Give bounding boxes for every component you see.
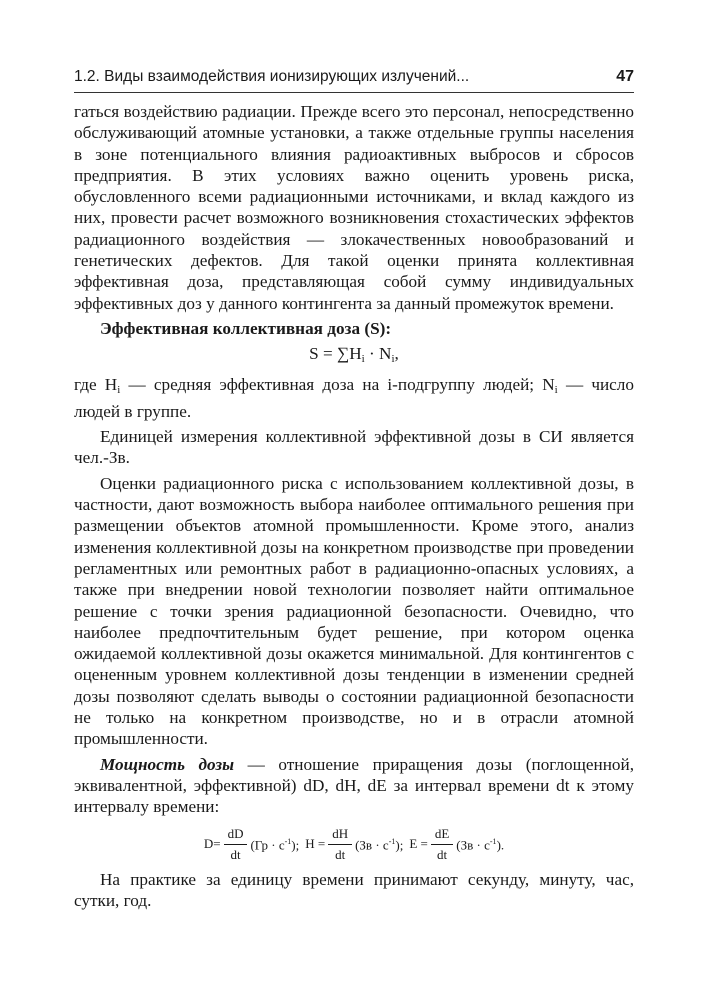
e-unit-exp: -1 (489, 837, 497, 847)
where-a: где H (74, 374, 118, 394)
where-c: — число людей в группе. (74, 374, 634, 421)
h-fraction (328, 826, 352, 863)
paragraph-time-units: На практике за единицу времени принимают секунду, минуту, час, сутки, год. (74, 869, 634, 910)
e-unit-text: (Зв · с (456, 837, 490, 853)
e-fraction (431, 826, 453, 863)
collective-dose-heading: Эффективная коллективная доза (S): (100, 318, 392, 338)
paragraph-units: Единицей измерения коллективной эффективной дозы в СИ является чел.-Зв. (74, 427, 634, 468)
h-unit-exp: -1 (388, 837, 396, 847)
h-denominator: dt (335, 846, 346, 862)
where-sub-1: i (117, 383, 121, 396)
d-unit-exp: -1 (284, 837, 292, 847)
e-numerator: dE (431, 826, 453, 845)
d-sep: ); (291, 837, 300, 853)
h-unit-text: (Зв · с (355, 837, 389, 853)
e-sep: ). (496, 837, 505, 853)
d-denominator: dt (230, 846, 241, 862)
running-header (74, 68, 634, 93)
page-body (74, 101, 634, 911)
formula-end: , (394, 344, 399, 364)
paragraph-1: гаться воздействию радиации. Прежде всего это персонал, непосредственно обслуживающий атомные установки, а также отдельные группы населения в зоне потенциального влияния радиоактивных выбросов и сбросов предприятия. В этих условиях важно оценить уровень риска, обусловленного всеми радиационными источниками, и вклад каждого из них, провести расчет возможного возникновения стохастических эффектов радиационного воздействия — злокачественных новообразований и генетических дефектов. Для такой оценки принята коллективная эффективная доза, представляющая собой сумму индивидуальных эффективных доз у данного контингента за данный промежуток времени. (74, 102, 634, 313)
d-unit (250, 834, 299, 853)
formula-mid: · N (364, 344, 392, 364)
formula-sub-2: i (391, 353, 395, 366)
running-title: 1.2. Виды взаимодействия ионизирующих излучений... (74, 68, 470, 85)
paragraph-dose-rate (74, 754, 634, 818)
dose-rate-formulas (74, 826, 634, 863)
h-unit (355, 834, 403, 853)
d-numerator: dD (224, 826, 248, 845)
d-lhs: D= (203, 836, 221, 851)
collective-dose-formula (74, 343, 634, 370)
page-number: 47 (616, 68, 634, 85)
e-unit (456, 834, 504, 853)
d-unit-text: (Гр · с (250, 837, 285, 853)
document-page (74, 68, 634, 911)
d-fraction (224, 826, 248, 863)
paragraph-risk: Оценки радиационного риска с использованием коллективной дозы, в частности, дают возможность выбора наиболее оптимального решения при размещении объектов атомной промышленности. Кроме этого, анализ изменения коллективной дозы на конкретном производстве при проведении регламентных или ремонтных работ в радиационно-опасных условиях, а также при внедрении новой технологии позволяет найти оптимальное решение с точки зрения радиационной безопасности. Очевидно, что наиболее предпочтительным будет решение, при котором оценка ожидаемой коллективной дозы окажется минимальной. Для контингентов с оцененным уровнем коллективной дозы тенденции в изменении средней дозы позволяют сделать выводы о состоянии радиационной безопасности не только на конкретном производстве, но и в отрасли атомной промышленности. (74, 473, 634, 749)
formula-lhs: S = ∑H (309, 344, 362, 364)
dose-rate-term: Мощность дозы (100, 754, 235, 774)
h-sep: ); (395, 837, 404, 853)
dose-rate-definition: — отношение приращения дозы (поглощенной, эквивалентной, эффективной) dD, dH, dE за интервал времени dt к этому интервалу времени: (74, 754, 635, 817)
h-lhs: H = (305, 836, 326, 851)
where-sub-2: i (554, 383, 558, 396)
e-lhs: E = (409, 836, 428, 851)
h-numerator: dH (328, 826, 352, 845)
e-denominator: dt (437, 846, 448, 862)
where-paragraph (74, 374, 634, 423)
formula-sub-1: i (361, 353, 365, 366)
where-b: — средняя эффективная доза на i-подгруппу людей; N (120, 374, 555, 394)
